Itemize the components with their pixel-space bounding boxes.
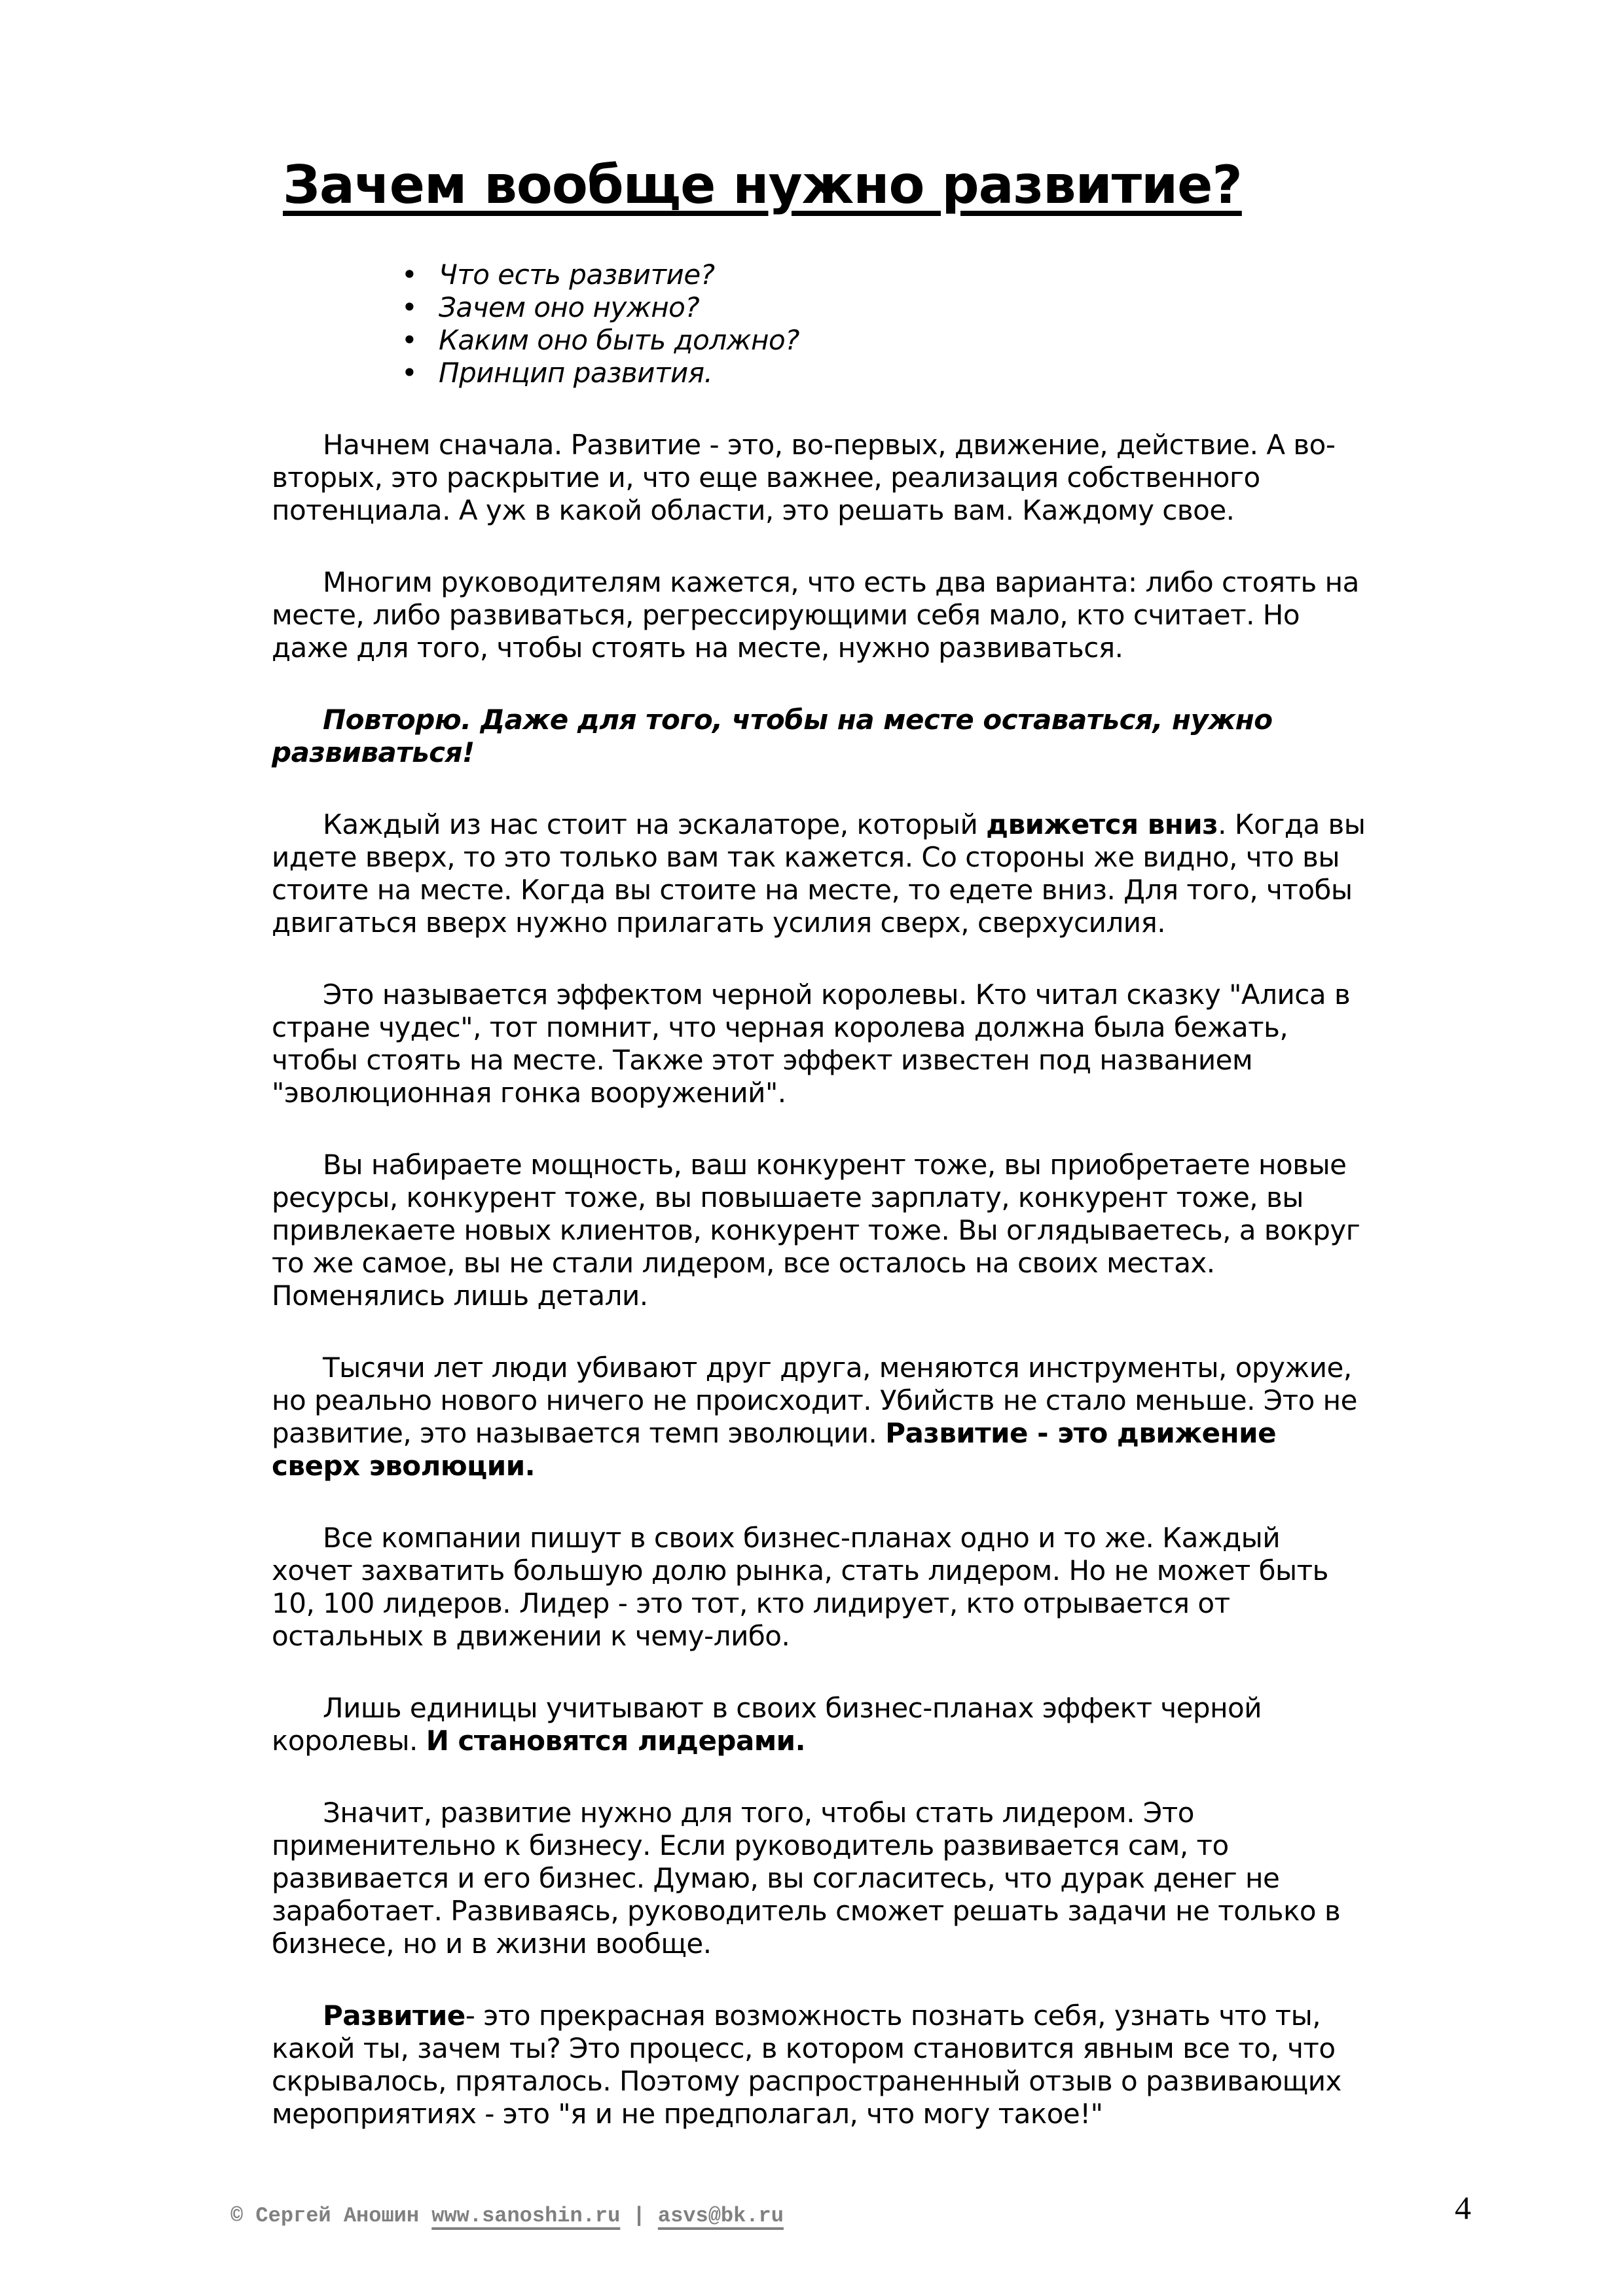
text-run: Значит, развитие нужно для того, чтобы стать лидером. Это применительно к бизнесу. Если руководитель развивается сам, то развивается и его бизнес. Думаю, вы согласитесь, что дурак денег не заработает. Развиваясь, руководитель сможет решать задачи не только в бизнесе, но и в жизни вообще. [272,1797,1341,1960]
bold-text-run: Развитие [323,2000,465,2032]
bullet-list [272,259,1368,389]
footer-site-link[interactable]: www.sanoshin.ru [431,2204,621,2228]
text-run: Лишь единицы учитывают в своих бизнес-планах эффект черной королевы. [272,1692,1262,1757]
page-title: Зачем вообще нужно развитие? [283,154,1242,215]
text-run: Тысячи лет люди убивают друг друга, меняются инструменты, оружие, но реально нового ничего не происходит. Убийств не стало меньше. Это не развитие, это называется темп эволюции. [272,1352,1357,1449]
page-number: 4 [1455,2189,1471,2226]
paragraph [272,2000,1368,2130]
paragraph [272,1352,1368,1482]
list-item: • Принцип развития. [439,357,1368,389]
paragraphs [272,429,1368,2130]
paragraph [272,704,1368,769]
paragraph [272,1797,1368,1960]
paragraph [272,566,1368,664]
text-run: Многим руководителям кажется, что есть два варианта: либо стоять на месте, либо развиваться, регрессирующими себя мало, кто считает. Но даже для того, чтобы стоять на месте, нужно развиваться. [272,566,1359,664]
text-run: Каждый из нас стоит на эскалаторе, который [323,808,987,840]
text-run: Все компании пишут в своих бизнес-планах одно и то же. Каждый хочет захватить большую долю рынка, стать лидером. Но не может быть 10, 100 лидеров. Лидер - это тот, кто лидирует, кто отрывается от остальных в движении к чему-либо. [272,1522,1328,1652]
paragraph [272,978,1368,1109]
text-run: Повторю. Даже для того, чтобы на месте оставаться, нужно развиваться! [272,704,1273,768]
paragraph [272,429,1368,527]
paragraph [272,1522,1368,1653]
bold-text-run: Развитие - это движение сверх эволюции. [272,1417,1277,1482]
text-run: Вы набираете мощность, ваш конкурент тоже, вы приобретаете новые ресурсы, конкурент тоже, вы повышаете зарплату, конкурент тоже, вы привлекаете новых клиентов, конкурент тоже. Вы оглядываетесь, а вокруг то же самое, вы не стали лидером, все осталось на своих местах. Поменялись лишь детали. [272,1149,1360,1312]
footer-email-link[interactable]: asvs@bk.ru [657,2204,784,2228]
text-run: Это называется эффектом черной королевы. Кто читал сказку "Алиса в стране чудес", тот помнит, что черная королева должна была бежать, чтобы стоять на месте. Также этот эффект известен под названием "эволюционная гонка вооружений". [272,978,1351,1109]
list-item: • Каким оно быть должно? [439,324,1368,357]
paragraph [272,1149,1368,1312]
list-item: • Что есть развитие? [439,259,1368,291]
page-footer [230,2203,784,2229]
text-run: . Когда вы идете вверх, то это только вам так кажется. Со стороны же видно, что вы стоите на месте. Когда вы стоите на месте, то едете вниз. Для того, чтобы двигаться вверх нужно прилагать усилия сверх, сверхусилия. [272,808,1366,939]
bold-text-run: движется вниз [986,808,1218,840]
text-run: - это прекрасная возможность познать себя, узнать что ты, какой ты, зачем ты? Это процесс, в котором становится явным все то, что скрывалось, пряталось. Поэтому распространенный отзыв о развивающих мероприятиях - это "я и не предполагал, что могу такое!" [272,2000,1341,2130]
text-run: Начнем сначала. Развитие - это, во-первых, движение, действие. А во-вторых, это раскрытие и, что еще важнее, реализация собственного потенциала. А уж в какой области, это решать вам. Каждому свое. [272,429,1336,526]
paragraph [272,1692,1368,1757]
list-item: • Зачем оно нужно? [439,291,1368,324]
content-area [272,154,1368,2170]
footer-separator: | [620,2204,658,2228]
footer-copyright: © Сергей Аношин [230,2204,432,2228]
bold-text-run: И становятся лидерами. [426,1725,806,1757]
paragraph [272,808,1368,939]
